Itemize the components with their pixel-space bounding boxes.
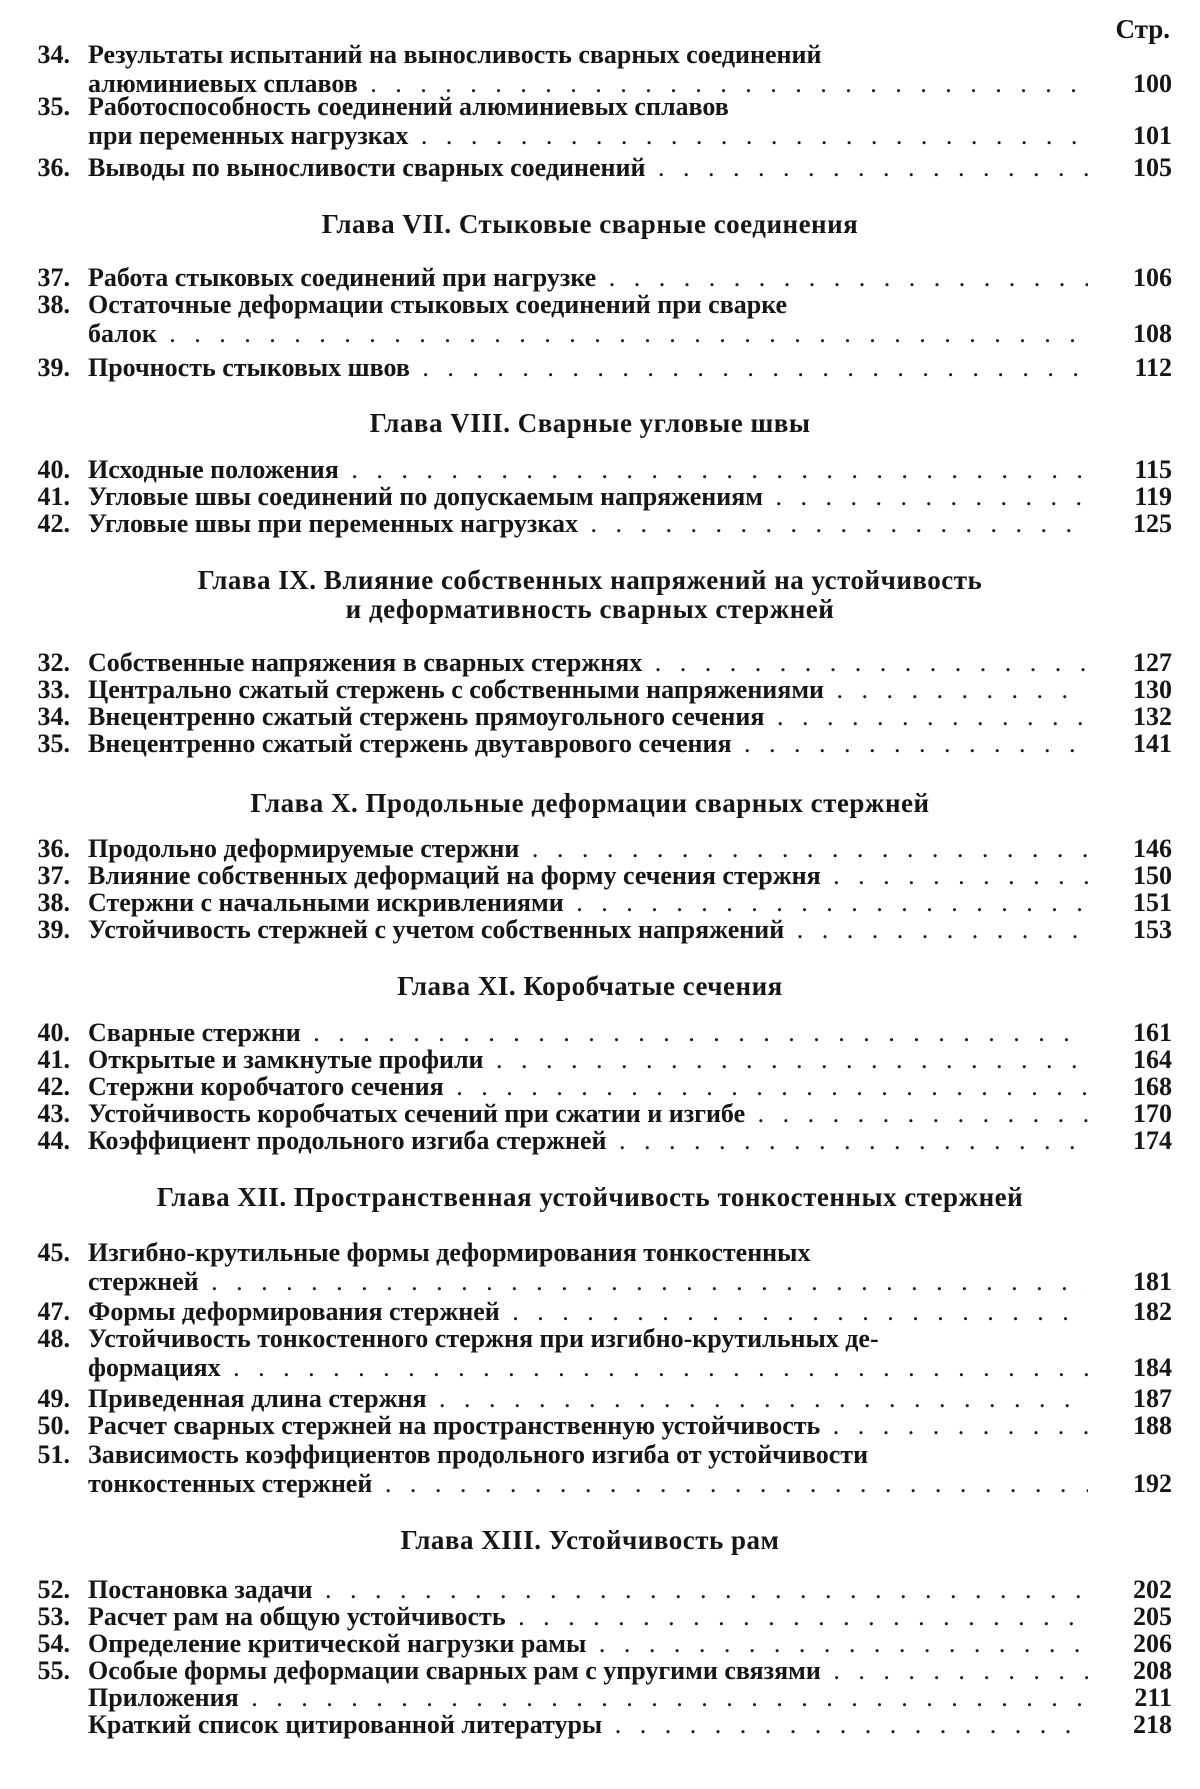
toc-entry-page: 141 <box>1133 729 1172 758</box>
toc-entry-page: 170 <box>1133 1099 1172 1128</box>
page-column-label: Стр. <box>1115 14 1170 44</box>
toc-entry-page: 208 <box>1133 1656 1172 1685</box>
toc-entry-page: 125 <box>1133 509 1172 538</box>
toc-entry-page: 187 <box>1133 1384 1172 1413</box>
toc-entry-page: 106 <box>1133 263 1172 292</box>
toc-entry-number: 49. <box>37 1384 70 1413</box>
toc-entry-title-line: Расчет сварных стержней на пространственную устойчивость . . . <box>88 1411 1088 1440</box>
toc-entry-title-line: Собственные напряжения в сварных стержнях . . . <box>88 648 1088 677</box>
chapter-heading: Глава IX. Влияние собственных напряжений на устойчивость и деформативность сварных стержней <box>197 565 983 624</box>
toc-entry-number: 55. <box>37 1656 70 1685</box>
toc-entry-title <box>88 1656 1088 1685</box>
toc-entry-number: 40. <box>37 1018 70 1047</box>
toc-entry-number: 52. <box>37 1575 70 1604</box>
toc-entry-page: 174 <box>1133 1126 1172 1155</box>
toc-entry-page: 146 <box>1133 834 1172 863</box>
toc-entry-number: 51. <box>37 1440 70 1469</box>
toc-entry-page: 108 <box>1133 319 1172 348</box>
toc-entry-page: 168 <box>1133 1072 1172 1101</box>
toc-entry-number: 39. <box>37 353 70 382</box>
toc-entry-number: 47. <box>37 1297 70 1326</box>
toc-entry-title <box>88 1384 1088 1413</box>
toc-entry-title <box>88 915 1088 944</box>
toc-entry-title <box>88 509 1088 538</box>
toc-entry-title-line: Устойчивость стержней с учетом собственных напряжений . . . <box>88 915 1088 944</box>
toc-entry-title <box>88 861 1088 890</box>
toc-entry-title-line: Остаточные деформации стыковых соединений при сварке <box>88 290 788 319</box>
toc-entry-number: 38. <box>37 888 70 917</box>
toc-entry-page: 119 <box>1134 482 1172 511</box>
toc-entry-number: 43. <box>37 1099 70 1128</box>
toc-entry-title <box>88 1238 1088 1296</box>
toc-entry-number: 35. <box>37 729 70 758</box>
chapter-heading: Глава VII. Стыковые сварные соединения <box>321 209 859 239</box>
toc-entry-title <box>88 153 1088 182</box>
toc-entry-title-line: Влияние собственных деформаций на форму сечения стержня . . . <box>88 861 1088 890</box>
toc-entry-number: 41. <box>37 482 70 511</box>
toc-entry-title-line: Результаты испытаний на выносливость сварных соединений <box>88 40 822 69</box>
chapter-heading: Глава XII. Пространственная устойчивость тонкостенных стержней <box>156 1182 1024 1212</box>
toc-entry-title <box>88 1099 1088 1128</box>
toc-entry-title-line: Работоспособность соединений алюминиевых сплавов <box>88 92 729 121</box>
toc-entry-number: 41. <box>37 1045 70 1074</box>
toc-entry-number: 50. <box>37 1411 70 1440</box>
toc-entry-title <box>88 290 1088 348</box>
toc-entry-number: 38. <box>37 290 70 319</box>
toc-entry-title <box>88 648 1088 677</box>
toc-entry-number: 44. <box>37 1126 70 1155</box>
toc-entry-number: 42. <box>37 1072 70 1101</box>
toc-entry-title <box>88 1126 1088 1155</box>
toc-entry-number: 48. <box>37 1324 70 1353</box>
toc-entry-title-line: Работа стыковых соединений при нагрузке . . . <box>88 263 1088 292</box>
toc-entry-page: 150 <box>1133 861 1172 890</box>
toc-entry-title-line: Устойчивость тонкостенного стержня при изгибно-крутильных де- <box>88 1324 879 1353</box>
toc-entry-number: 45. <box>37 1238 70 1267</box>
toc-entry-page: 205 <box>1133 1602 1172 1631</box>
toc-entry-number: 36. <box>37 834 70 863</box>
toc-entry-title <box>88 1440 1088 1498</box>
toc-entry-page: 202 <box>1133 1575 1172 1604</box>
toc-entry-number: 32. <box>37 648 70 677</box>
toc-entry-title-line: Расчет рам на общую устойчивость . . . <box>88 1602 1088 1631</box>
toc-entry-page: 101 <box>1133 121 1172 150</box>
toc-entry-title-line: Продольно деформируемые стержни . . . <box>88 834 1088 863</box>
toc-entry-title <box>88 92 1088 150</box>
toc-entry-title <box>88 1045 1088 1074</box>
toc-entry-title-line: Сварные стержни . . . <box>88 1018 1088 1047</box>
toc-entry-title <box>88 1018 1088 1047</box>
toc-entry-page: 164 <box>1133 1045 1172 1074</box>
toc-entry-title-line: Стержни коробчатого сечения . . . <box>88 1072 1088 1101</box>
toc-entry-title <box>88 675 1088 704</box>
toc-entry-page: 115 <box>1134 455 1172 484</box>
toc-entry-title-line: Формы деформирования стержней . . . <box>88 1297 1088 1326</box>
toc-entry-title-line: Приведенная длина стержня . . . <box>88 1384 1088 1413</box>
toc-entry-title-line: Определение критической нагрузки рамы . . . <box>88 1629 1088 1658</box>
toc-entry-title <box>88 702 1088 731</box>
toc-entry-title-line: Внецентренно сжатый стержень двутаврового сечения . . . <box>88 729 1088 758</box>
toc-entry-title-line: Устойчивость коробчатых сечений при сжатии и изгибе . . . <box>88 1099 1088 1128</box>
chapter-heading: Глава XI. Коробчатые сечения <box>397 971 783 1001</box>
toc-entry-number: 54. <box>37 1629 70 1658</box>
toc-entry-title <box>88 888 1088 917</box>
toc-entry-title-line: формациях . . . <box>88 1353 1088 1382</box>
toc-entry-number: 39. <box>37 915 70 944</box>
toc-entry-page: 206 <box>1133 1629 1172 1658</box>
toc-entry-title <box>88 1710 1088 1739</box>
toc-entry-title <box>88 482 1088 511</box>
toc-entry-page: 181 <box>1133 1267 1172 1296</box>
toc-entry-page: 192 <box>1133 1469 1172 1498</box>
toc-entry-number: 37. <box>37 861 70 890</box>
toc-entry-number: 40. <box>37 455 70 484</box>
toc-entry-title-line: Коэффициент продольного изгиба стержней . . . <box>88 1126 1088 1155</box>
toc-entry-title-line: Угловые швы соединений по допускаемым напряжениям . . . <box>88 482 1088 511</box>
toc-entry-number: 33. <box>37 675 70 704</box>
toc-entry-page: 218 <box>1133 1710 1172 1739</box>
toc-entry-title <box>88 1575 1088 1604</box>
toc-entry-page: 184 <box>1133 1353 1172 1382</box>
toc-entry-title <box>88 1297 1088 1326</box>
toc-entry-title <box>88 834 1088 863</box>
toc-entry-title-line: Стержни с начальными искривлениями . . . <box>88 888 1088 917</box>
toc-entry-number: 37. <box>37 263 70 292</box>
toc-entry-title-line: Исходные положения . . . <box>88 455 1088 484</box>
chapter-heading: Глава VIII. Сварные угловые швы <box>369 408 811 438</box>
toc-entry-title <box>88 353 1088 382</box>
toc-entry-number: 36. <box>37 153 70 182</box>
toc-entry-title <box>88 1324 1088 1382</box>
toc-entry-title <box>88 729 1088 758</box>
toc-entry-title-line: при переменных нагрузках . . . <box>88 121 1088 150</box>
chapter-heading: Глава XIII. Устойчивость рам <box>400 1525 780 1555</box>
toc-entry-page: 151 <box>1133 888 1172 917</box>
toc-entry-title-line: балок . . . <box>88 319 1088 348</box>
toc-entry-title <box>88 455 1088 484</box>
toc-entry-title <box>88 1072 1088 1101</box>
toc-entry-title-line: Открытые и замкнутые профили . . . <box>88 1045 1088 1074</box>
toc-entry-title-line: Выводы по выносливости сварных соединений . . . <box>88 153 1088 182</box>
toc-entry-title-line: Внецентренно сжатый стержень прямоугольного сечения . . . <box>88 702 1088 731</box>
toc-entry-title-line: стержней . . . <box>88 1267 1088 1296</box>
toc-entry-page: 100 <box>1133 69 1172 98</box>
toc-entry-title <box>88 1411 1088 1440</box>
toc-entry-page: 127 <box>1133 648 1172 677</box>
toc-entry-title <box>88 1683 1088 1712</box>
toc-entry-number: 42. <box>37 509 70 538</box>
toc-entry-title-line: Изгибно-крутильные формы деформирования тонкостенных <box>88 1238 811 1267</box>
toc-entry-page: 112 <box>1134 353 1172 382</box>
toc-entry-title-line: Угловые швы при переменных нагрузках . . . <box>88 509 1088 538</box>
toc-entry-title <box>88 1629 1088 1658</box>
toc-entry-page: 211 <box>1134 1683 1172 1712</box>
toc-entry-title <box>88 40 1088 98</box>
toc-entry-title-line: Постановка задачи . . . <box>88 1575 1088 1604</box>
toc-entry-page: 153 <box>1133 915 1172 944</box>
toc-entry-title-line: Краткий список цитированной литературы . . . <box>88 1710 1088 1739</box>
toc-entry-number: 35. <box>37 92 70 121</box>
chapter-heading: Глава X. Продольные деформации сварных стержней <box>250 788 930 818</box>
toc-entry-page: 182 <box>1133 1297 1172 1326</box>
toc-entry-page: 161 <box>1133 1018 1172 1047</box>
toc-entry-title-line: Особые формы деформации сварных рам с упругими связями . . . <box>88 1656 1088 1685</box>
toc-entry-title-line: Центрально сжатый стержень с собственными напряжениями . . . <box>88 675 1088 704</box>
toc-entry-page: 132 <box>1133 702 1172 731</box>
toc-entry-title-line: тонкостенных стержней . . . <box>88 1469 1088 1498</box>
toc-entry-title-line: Зависимость коэффициентов продольного изгиба от устойчивости <box>88 1440 869 1469</box>
toc-entry-title <box>88 1602 1088 1631</box>
toc-entry-number: 53. <box>37 1602 70 1631</box>
toc-entry-page: 188 <box>1133 1411 1172 1440</box>
toc-entry-number: 34. <box>37 702 70 731</box>
toc-entry-title-line: Приложения . . . <box>88 1683 1088 1712</box>
toc-entry-number: 34. <box>37 40 70 69</box>
toc-entry-page: 130 <box>1133 675 1172 704</box>
toc-entry-title-line: алюминиевых сплавов . . . <box>88 69 1088 98</box>
toc-entry-title-line: Прочность стыковых швов . . . <box>88 353 1088 382</box>
toc-entry-page: 105 <box>1133 153 1172 182</box>
toc-entry-title <box>88 263 1088 292</box>
